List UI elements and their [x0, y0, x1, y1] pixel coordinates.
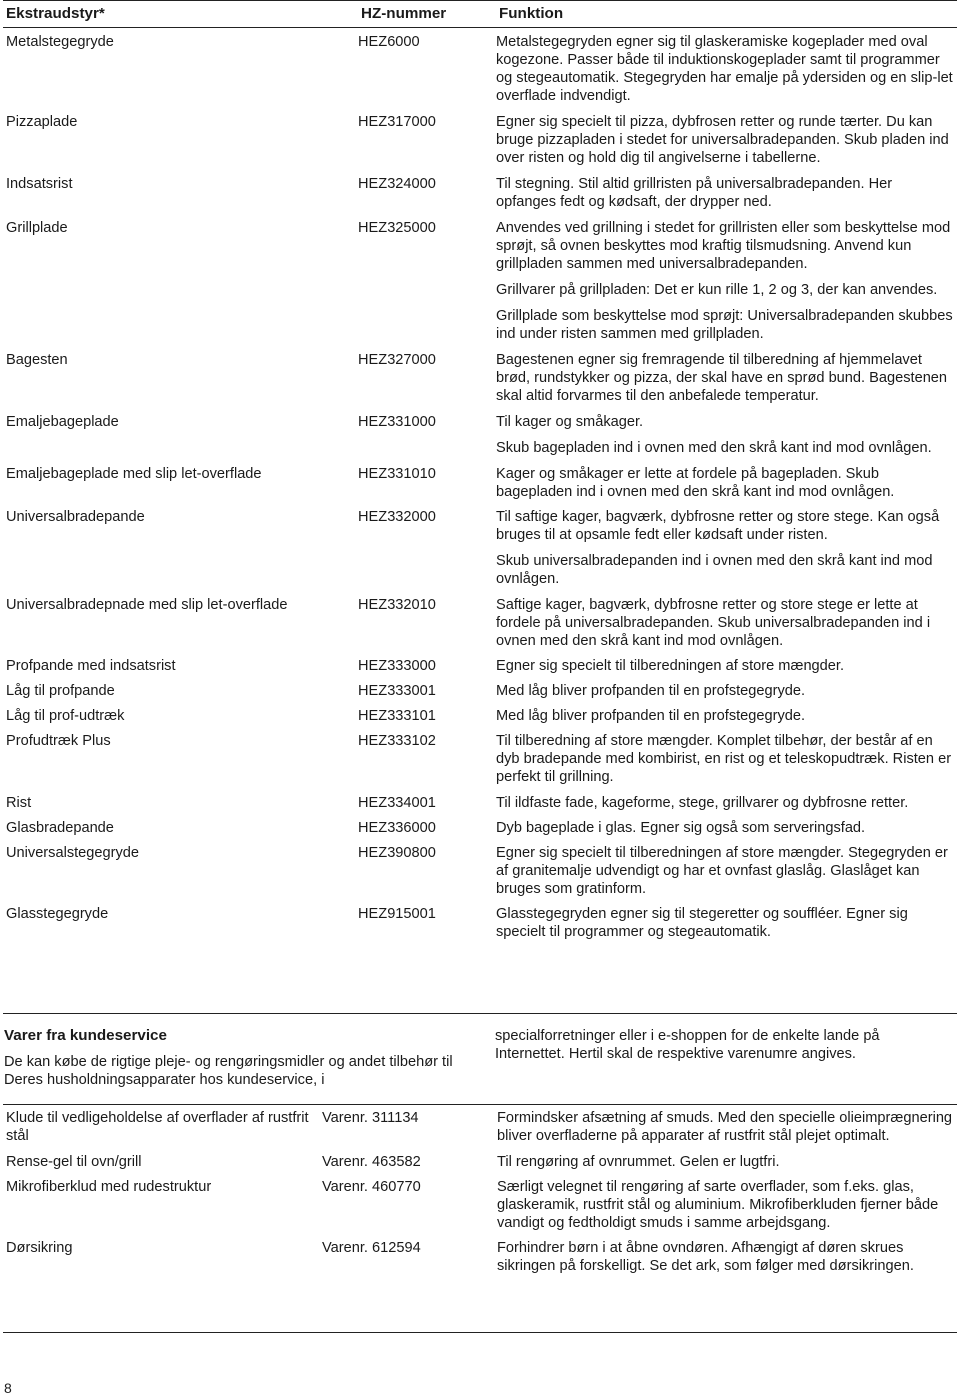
item-number: Varenr. 612594	[322, 1240, 421, 1256]
customer-service-table-bottom-rule	[3, 1332, 957, 1333]
item-number: Varenr. 311134	[322, 1110, 419, 1126]
item-number: HEZ325000	[358, 220, 436, 236]
item-function	[496, 794, 957, 812]
accessories-table	[3, 0, 957, 941]
function-paragraph: Bagestenen egner sig fremragende til tilberedning af hjemmelavet brød, rundstykker og pizza, der skal have en sprød bund. Bagestenen skal altid forvarmes til den anbefalede temperatur.	[496, 352, 948, 404]
function-paragraph: Grillplade som beskyttelse mod sprøjt: Universalbradepanden skubbes ind under risten sammen med grillpladen.	[496, 308, 953, 342]
item-function	[496, 732, 957, 786]
item-name: Profudtræk Plus	[6, 733, 111, 749]
item-name: Klude til vedligeholdelse af overflader af rustfrit stål	[6, 1110, 309, 1144]
item-function	[497, 1178, 957, 1232]
item-number: HEZ332000	[358, 509, 436, 525]
item-function	[497, 1239, 957, 1275]
item-name: Universalstegegryde	[6, 845, 140, 861]
item-name: Emaljebageplade	[6, 414, 119, 430]
item-name: Pizzaplade	[6, 114, 78, 130]
item-name: Glasbradepande	[6, 820, 114, 836]
item-number: HEZ334001	[358, 795, 436, 811]
function-paragraph: Glasstegegryden egner sig til stegeretter og souffléer. Egner sig specielt til programmer og stegeautomatik.	[496, 906, 908, 940]
customer-service-table	[3, 1104, 957, 1275]
function-paragraph: Egner sig specielt til tilberedningen af store mængder.	[496, 658, 845, 674]
function-paragraph: Egner sig specielt til pizza, dybfrosen retter og runde tærter. Du kan bruge pizzapladen i stedet for universalbradepanden. Skub pladen ind over risten og hold dig til angivelserne i tabellerne.	[496, 114, 949, 166]
item-number: HEZ915001	[358, 906, 436, 922]
item-function	[496, 707, 957, 725]
item-name: Rist	[6, 795, 32, 811]
item-function	[496, 657, 957, 675]
header-accessory: Ekstraudstyr*	[6, 5, 105, 22]
function-paragraph: Til tilberedning af store mængder. Komplet tilbehør, der består af en dyb bradepande med kombirist, en rist og et teleskopudtræk. Risten er perfekt til grillning.	[496, 733, 952, 785]
function-paragraph: Formindsker afsætning af smuds. Med den specielle olieimprægnering bliver overfladerne på apparater af rustfrit stål plejet optimalt.	[497, 1110, 953, 1144]
item-number: HEZ331010	[358, 466, 436, 482]
table-row	[3, 819, 957, 837]
item-number: HEZ333000	[358, 658, 436, 674]
item-function	[496, 682, 957, 700]
item-function	[496, 351, 957, 405]
function-paragraph: Til ildfaste fade, kageforme, stege, grillvarer og dybfrosne retter.	[496, 795, 909, 811]
item-number: HEZ333001	[358, 683, 436, 699]
item-number: HEZ332010	[358, 597, 436, 613]
function-paragraph: Til rengøring af ovnrummet. Gelen er lugtfri.	[497, 1154, 780, 1170]
item-number: HEZ317000	[358, 114, 436, 130]
table-row	[3, 1239, 957, 1275]
item-function	[496, 819, 957, 837]
item-number: HEZ390800	[358, 845, 436, 861]
table-row	[3, 682, 957, 700]
customer-service-intro-block	[4, 1027, 454, 1089]
item-number: HEZ336000	[358, 820, 436, 836]
accessories-table-bottom-rule	[3, 1013, 957, 1014]
item-function	[496, 905, 957, 941]
function-paragraph: Til stegning. Stil altid grillristen på universalbradepanden. Her opfanges fedt og kødsaft, der drypper ned.	[496, 176, 893, 210]
function-paragraph: Særligt velegnet til rengøring af sarte overflader, som f.eks. glas, glaskeramik, rustfrit stål og aluminium. Mikrofiberkluden fjerner både vandigt og fedtholdigt smuds i samme arbejdsgang.	[497, 1179, 939, 1231]
function-paragraph: Saftige kager, bagværk, dybfrosne retter og store stege er lette at fordele på universalbradepanden. Skub universalbradepanden ind i ovnen med den skrå kant ind mod ovnlågen.	[496, 597, 931, 649]
item-name: Dørsikring	[6, 1240, 73, 1256]
item-function	[497, 1153, 957, 1171]
item-name: Glasstegegryde	[6, 906, 109, 922]
item-function	[496, 413, 957, 457]
table-row	[3, 33, 957, 105]
table-row	[3, 905, 957, 941]
customer-service-title: Varer fra kundeservice	[4, 1027, 167, 1044]
item-function	[496, 844, 957, 898]
header-hz-number: HZ-nummer	[361, 5, 447, 22]
item-function	[496, 175, 957, 211]
table-row	[3, 732, 957, 786]
item-name: Låg til profpande	[6, 683, 115, 699]
function-paragraph: Skub universalbradepanden ind i ovnen med den skrå kant ind mod ovnlågen.	[496, 553, 933, 587]
table-row	[3, 351, 957, 405]
item-number: Varenr. 463582	[322, 1154, 421, 1170]
item-name: Låg til prof-udtræk	[6, 708, 125, 724]
table-row	[3, 1109, 957, 1145]
item-name: Mikrofiberklud med rudestruktur	[6, 1179, 212, 1195]
item-function	[496, 219, 957, 343]
item-function	[496, 465, 957, 501]
item-function	[497, 1109, 957, 1145]
item-number: HEZ324000	[358, 176, 436, 192]
item-number: HEZ6000	[358, 34, 420, 50]
accessories-table-header	[3, 0, 957, 28]
table-row	[3, 596, 957, 650]
item-number: HEZ333101	[358, 708, 436, 724]
item-function	[496, 508, 957, 588]
table-row	[3, 175, 957, 211]
table-row	[3, 794, 957, 812]
accessories-table-body	[3, 28, 957, 941]
item-name: Universalbradepande	[6, 509, 145, 525]
item-name: Rense-gel til ovn/grill	[6, 1154, 142, 1170]
function-paragraph: Grillvarer på grillpladen: Det er kun rille 1, 2 og 3, der kan anvendes.	[496, 282, 938, 298]
function-paragraph: Til saftige kager, bagværk, dybfrosne retter og store stege. Kan også bruges til at opsamle fedt eller kødsaft under risten.	[496, 509, 940, 543]
table-row	[3, 844, 957, 898]
item-function	[496, 596, 957, 650]
function-paragraph: Kager og småkager er lette at fordele på bagepladen. Skub bagepladen ind i ovnen med den skrå kant ind mod ovnlågen.	[496, 466, 895, 500]
header-function: Funktion	[499, 5, 564, 22]
function-paragraph: Dyb bageplade i glas. Egner sig også som serveringsfad.	[496, 820, 866, 836]
item-function	[496, 33, 957, 105]
item-name: Profpande med indsatsrist	[6, 658, 176, 674]
table-row	[3, 1178, 957, 1232]
function-paragraph: Med låg bliver profpanden til en profstegegryde.	[496, 683, 806, 699]
function-paragraph: Med låg bliver profpanden til en profstegegryde.	[496, 708, 806, 724]
table-row	[3, 219, 957, 343]
function-paragraph: Metalstegegryden egner sig til glaskeramiske kogeplader med oval kogezone. Passer både til induktionskogeplader samt til programmer og stegeautomatik. Stegegryden har emalje på ydersiden og en slip-let overflade indvendigt.	[496, 34, 953, 104]
item-number: HEZ331000	[358, 414, 436, 430]
function-paragraph: Til kager og småkager.	[496, 414, 644, 430]
table-row	[3, 465, 957, 501]
function-paragraph: Anvendes ved grillning i stedet for grillristen eller som beskyttelse mod sprøjt, så ovnen beskyttes mod kraftig tilsmudsning. Anvend kun grillpladen sammen med universalbradepanden.	[496, 220, 951, 272]
table-row	[3, 1153, 957, 1171]
table-row	[3, 657, 957, 675]
page-number: 8	[4, 1380, 12, 1396]
function-paragraph: Skub bagepladen ind i ovnen med den skrå kant ind mod ovnlågen.	[496, 440, 932, 456]
customer-service-continuation: specialforretninger eller i e-shoppen for de enkelte lande på Internettet. Hertil skal de respektive varenumre angives.	[495, 1028, 880, 1062]
item-name: Bagesten	[6, 352, 68, 368]
item-name: Metalstegegryde	[6, 34, 114, 50]
item-function	[496, 113, 957, 167]
function-paragraph: Egner sig specielt til tilberedningen af store mængder. Stegegryden er af granitemalje udvendigt og har et ovnfast glaslåg. Glaslåget kan bruges som gratinform.	[496, 845, 948, 897]
item-name: Grillplade	[6, 220, 68, 236]
item-name: Universalbradepnade med slip let-overflade	[6, 597, 288, 613]
item-number: HEZ333102	[358, 733, 436, 749]
function-paragraph: Forhindrer børn i at åbne ovndøren. Afhængigt af døren skrues sikringen på forskelligt. Se det ark, som følger med dørsikringen.	[497, 1240, 914, 1274]
item-number: Varenr. 460770	[322, 1179, 421, 1195]
item-name: Indsatsrist	[6, 176, 73, 192]
customer-service-intro: De kan købe de rigtige pleje- og rengøringsmidler og andet tilbehør til Deres husholdningsapparater hos kundeservice, i	[4, 1054, 453, 1088]
table-row	[3, 113, 957, 167]
item-number: HEZ327000	[358, 352, 436, 368]
item-name: Emaljebageplade med slip let-overflade	[6, 466, 262, 482]
table-row	[3, 413, 957, 457]
table-row	[3, 508, 957, 588]
table-row	[3, 707, 957, 725]
